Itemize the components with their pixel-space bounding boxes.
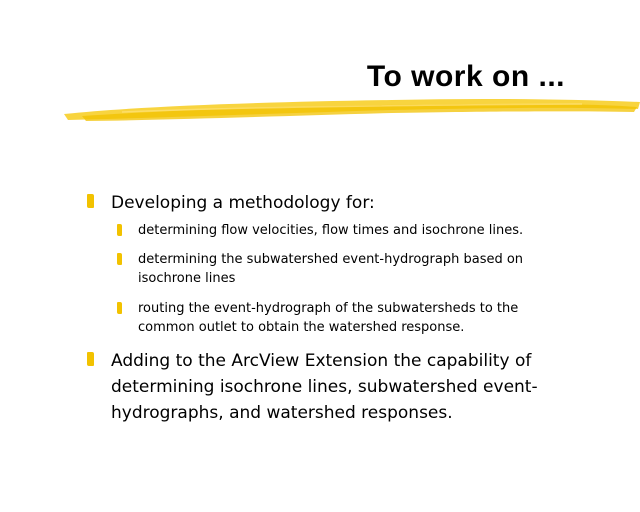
bullet-1-text: Developing a methodology for:: [111, 193, 375, 213]
sub-bullet-icon: [117, 302, 122, 314]
sub-bullet-2-line-2: isochrone lines: [138, 271, 236, 286]
bullet-2-line-1: Adding to the ArcView Extension the capability of: [111, 351, 532, 371]
sub-bullet-icon: [117, 253, 122, 265]
slide-title: To work on ...: [366, 60, 565, 93]
sub-bullet-1-text: determining flow velocities, flow times and isochrone lines.: [138, 223, 524, 238]
bullet-icon: [87, 352, 94, 366]
bullet-2-line-2: determining isochrone lines, subwatershed event-: [111, 377, 538, 397]
sub-bullet-2-line-1: determining the subwatershed event-hydrograph based on: [138, 252, 524, 267]
bullet-2-line-3: hydrographs, and watershed responses.: [111, 403, 453, 423]
sub-bullet-icon: [117, 224, 122, 236]
bullet-icon: [87, 194, 94, 208]
sub-bullet-3-line-2: common outlet to obtain the watershed response.: [138, 320, 465, 335]
sub-bullet-3-line-1: routing the event-hydrograph of the subwatersheds to the: [138, 301, 519, 316]
